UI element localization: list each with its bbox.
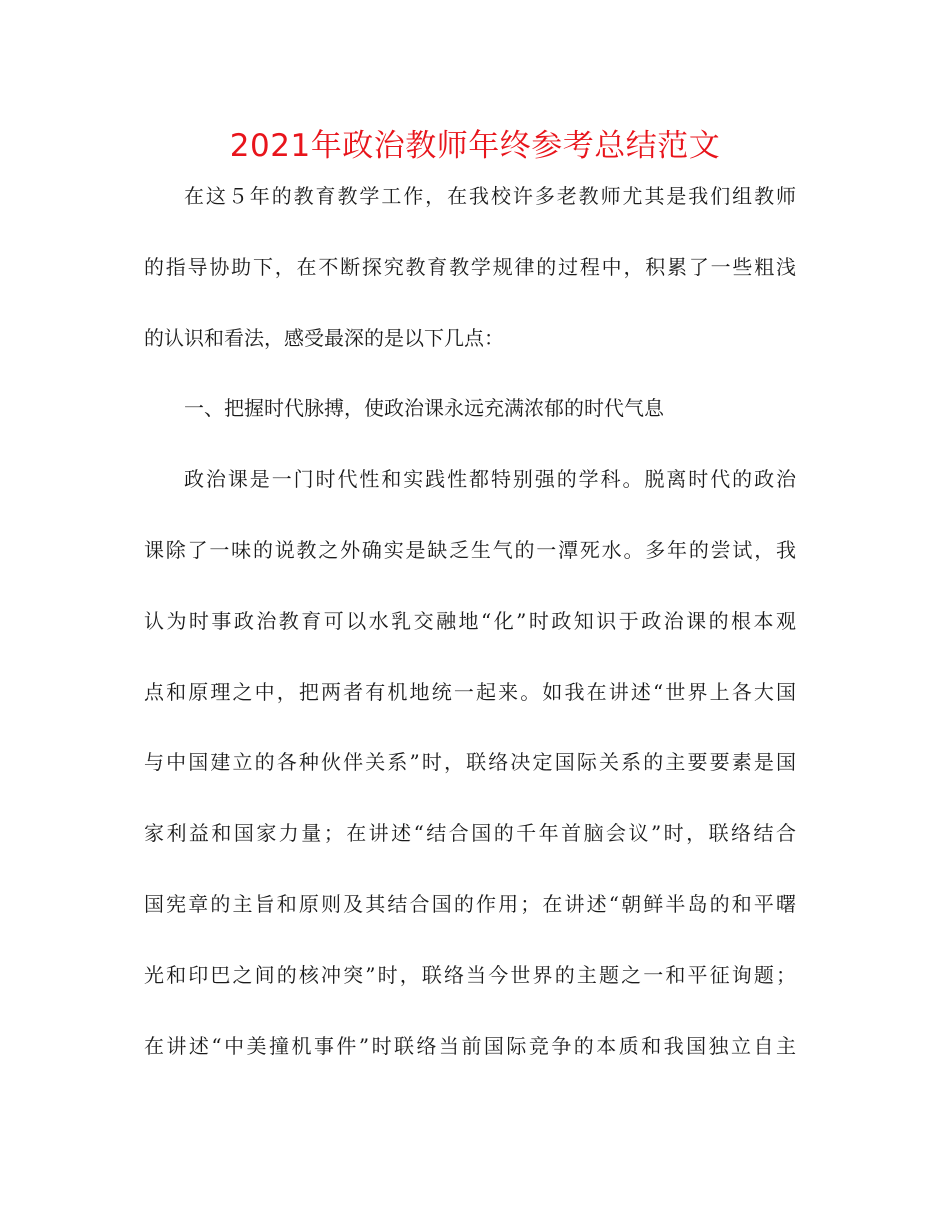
paragraph-line: 光和印巴之间的核冲突”时，联络当今世界的主题之一和平征询题； <box>144 962 796 987</box>
paragraph-line: 认为时事政治教育可以水乳交融地“化”时政知识于政治课的根本观 <box>144 608 796 633</box>
paragraph-line: 与中国建立的各种伙伴关系”时，联络决定国际关系的主要要素是国 <box>144 750 796 775</box>
document-title: 2021年政治教师年终参考总结范文 <box>229 128 721 164</box>
paragraph-line: 在这５年的教育教学工作，在我校许多老教师尤其是我们组教师 <box>184 184 796 208</box>
paragraph-line: 的认识和看法，感受最深的是以下几点： <box>144 325 504 350</box>
document-body <box>144 173 796 1093</box>
section-heading: 一、把握时代脉搏，使政治课永远充满浓郁的时代气息 <box>184 396 664 421</box>
paragraph-line: 点和原理之中，把两者有机地统一起来。如我在讲述“世界上各大国 <box>144 679 796 704</box>
paragraph-line: 国宪章的主旨和原则及其结合国的作用；在讲述“朝鲜半岛的和平曙 <box>144 891 796 916</box>
paragraph-line: 在讲述“中美撞机事件”时联络当前国际竞争的本质和我国独立自主 <box>144 1033 796 1058</box>
paragraph-line: 家利益和国家力量；在讲述“结合国的千年首脑会议”时，联络结合 <box>144 821 796 846</box>
paragraph-line: 政治课是一门时代性和实践性都特别强的学科。脱离时代的政治 <box>184 467 796 492</box>
paragraph-line: 的指导协助下，在不断探究教育教学规律的过程中，积累了一些粗浅 <box>144 254 796 279</box>
paragraph-line: 课除了一味的说教之外确实是缺乏生气的一潭死水。多年的尝试，我 <box>144 537 796 562</box>
